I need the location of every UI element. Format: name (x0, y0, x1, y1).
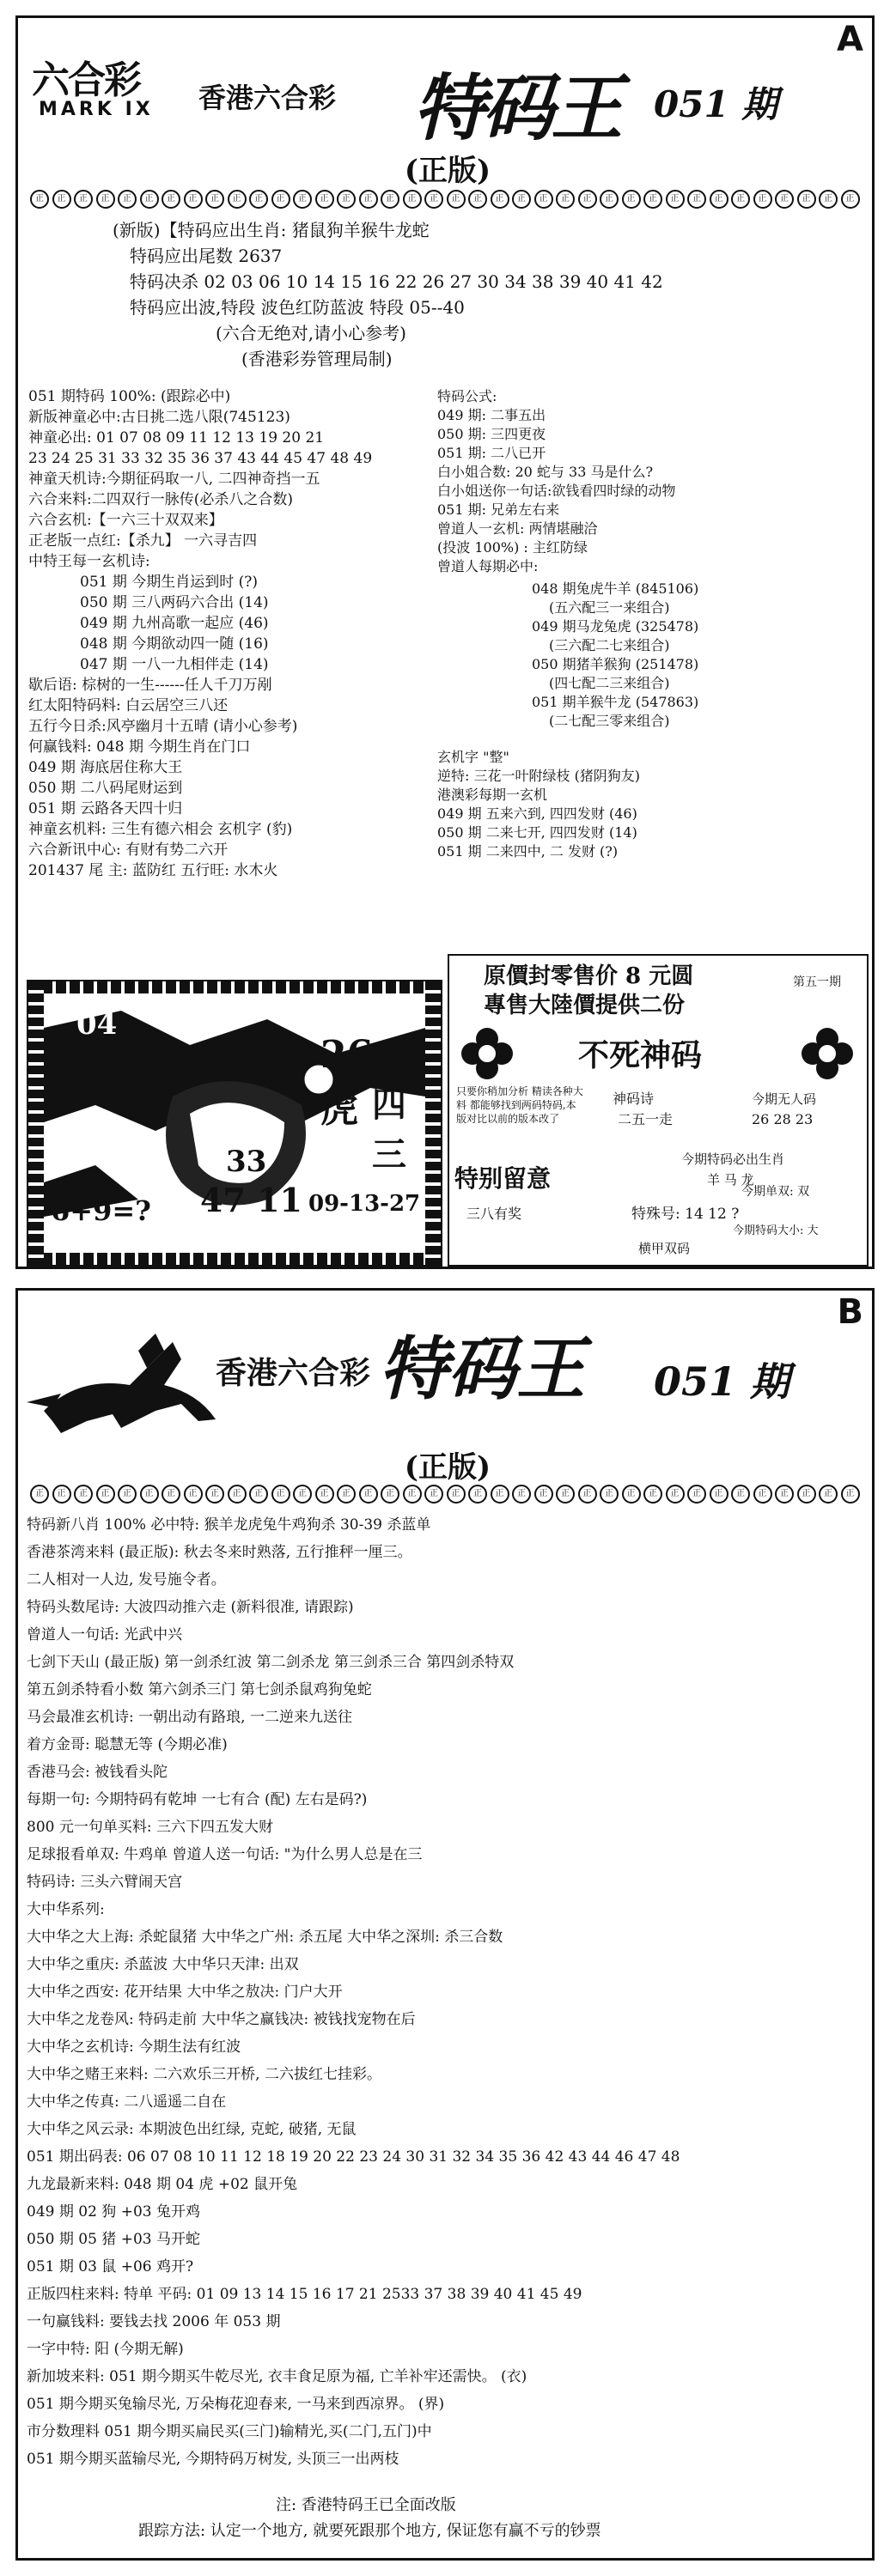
right-line: 051 期: 兄弟左右来 (437, 501, 560, 518)
photo-num-26: 26 (320, 1033, 374, 1077)
stamp-icon: 正 (731, 190, 750, 209)
stamp-icon: 正 (710, 1485, 728, 1504)
stamp-icon: 正 (622, 190, 641, 209)
stamp-icon: 正 (293, 1485, 312, 1504)
stamp-icon: 正 (249, 190, 268, 209)
stamp-icon: 正 (424, 1485, 443, 1504)
ad-special: 專售大陸價提供二份 (484, 993, 686, 1018)
stamp-icon: 正 (534, 190, 553, 209)
body-line: 一句赢钱料: 要钱去找 2006 年 053 期 (27, 2313, 281, 2330)
body-line: 特码头数尾诗: 大波四动推六走 (新料很准, 请跟踪) (27, 1599, 354, 1616)
header-hk: 香港六合彩 (216, 1355, 371, 1391)
stamp-icon: 正 (359, 190, 378, 209)
ad-no-one-nums: 26 28 23 (752, 1111, 814, 1127)
left-poem-line: 050 期 三八两码六合出 (14) (80, 594, 269, 611)
stamp-icon: 正 (337, 190, 356, 209)
body-line: 大中华系列: (27, 1901, 105, 1918)
stamp-icon: 正 (162, 190, 180, 209)
left-line: 歇后语: 棕树的一生------任人千刀万剐 (28, 677, 272, 694)
stamp-icon: 正 (205, 190, 224, 209)
photo-panel (27, 980, 442, 1267)
stamp-icon: 正 (797, 1485, 816, 1504)
ad-big-small: 今期特码大小: 大 (733, 1224, 819, 1237)
left-line: 中特王每一玄机诗: (28, 553, 150, 570)
ad-pre: 横甲双码 (638, 1241, 691, 1256)
note-tracking: 跟踪方法: 认定一个地方, 就要死跟那个地方, 保证您有赢不亏的钞票 (138, 2522, 601, 2540)
stamp-icon: 正 (447, 190, 466, 209)
flower-icon (802, 1028, 853, 1079)
right-line: 白小姐合数: 20 蛇与 33 马是什么? (437, 464, 654, 480)
right-line: 港澳彩每期一玄机 (437, 787, 548, 803)
body-line: 马会最准玄机诗: 一朝出动有路琅, 一二逆来九送往 (27, 1709, 352, 1726)
photo-equation: 6+9=? (51, 1194, 151, 1227)
stamp-icon: 正 (731, 1485, 750, 1504)
stamp-icon: 正 (424, 190, 443, 209)
body-line: 大中华之西安: 花开结果 大中华之敖决: 门户大开 (27, 1984, 343, 2001)
left-line: 神童玄机料: 三生有德六相会 玄机字 (豹) (28, 821, 293, 838)
ad-poem-title: 神码诗 (613, 1091, 655, 1107)
body-line: 大中华之赌王来料: 二六欢乐三开桥, 二六拔红七挂彩。 (27, 2066, 381, 2083)
stamp-icon: 正 (643, 1485, 662, 1504)
body-line: 香港茶湾来料 (最正版): 秋去冬来时熟落, 五行推秤一厘三。 (27, 1544, 412, 1561)
header-hk: 香港六合彩 (198, 82, 337, 114)
stamp-icon: 正 (205, 1485, 224, 1504)
lottery-logo: 六合彩 (32, 58, 140, 102)
stamp-ribbon (30, 190, 860, 209)
left-poem-line: 049 期 九州高歌一起应 (46) (80, 615, 269, 632)
body-line: 曾道人一句话: 光武中兴 (27, 1626, 183, 1643)
photo-num-4711: 47 11 (200, 1181, 302, 1219)
right-poem-line: (五六配三一来组合) (549, 599, 670, 616)
stamp-icon: 正 (556, 1485, 575, 1504)
stamp-icon: 正 (687, 190, 706, 209)
left-line: 201437 尾 主: 蓝防红 五行旺: 水木火 (28, 862, 278, 879)
body-line: 每期一句: 今期特码有乾坤 一七有合 (配) 左右是码?) (27, 1791, 368, 1808)
sheet-b-letter: B (837, 1292, 863, 1332)
stamp-icon: 正 (556, 190, 575, 209)
left-line: 六合新讯中心: 有财有势二六开 (28, 841, 229, 859)
body-line: 051 期今期买蓝输尽光, 今期特码万树发, 头顶三一出两枝 (27, 2451, 399, 2468)
body-line: 正版四柱来料: 特单 平码: 01 09 13 14 15 16 17 21 2533 37 38 39 40 41 45 49 (27, 2286, 582, 2303)
stamp-icon: 正 (491, 190, 509, 209)
stamp-icon: 正 (819, 1485, 838, 1504)
photo-tiger-char: 虎 (320, 1087, 358, 1131)
left-line: 051 期特码 100%: (跟踪必中) (28, 388, 231, 405)
stamp-icon: 正 (753, 1485, 772, 1504)
ad-odd-even: 今期单双: 双 (741, 1185, 810, 1199)
stamp-icon: 正 (710, 190, 728, 209)
ad-special-number: 特殊号: 14 12 ? (631, 1206, 740, 1223)
body-line: 051 期今期买兔输尽光, 万朵梅花迎春来, 一马来到西凉界。 (界) (27, 2396, 445, 2413)
right-line: 050 期 二来七开, 四四发财 (14) (437, 824, 637, 841)
left-line: 新版神童必中:古日挑二选八限(745123) (28, 409, 290, 426)
stamp-icon: 正 (30, 190, 49, 209)
stamp-icon: 正 (337, 1485, 356, 1504)
stamp-icon: 正 (775, 190, 794, 209)
stamp-icon: 正 (600, 190, 619, 209)
right-line: 逆特: 三花一叶附绿枝 (猪阴狗友) (437, 768, 641, 784)
body-line: 大中华之玄机诗: 今期生法有红波 (27, 2038, 241, 2056)
lottery-logo-sub: MARK IX (39, 99, 154, 120)
ad-issue-mark: 第五一期 (793, 975, 841, 989)
body-line: 九龙最新来料: 048 期 04 虎 +02 鼠开兔 (27, 2176, 298, 2193)
body-line: 新加坡来料: 051 期今期买牛乾尽光, 衣丰食足原为福, 亡羊补牢还需快。 (衣) (27, 2368, 527, 2385)
stamp-icon: 正 (468, 190, 487, 209)
sheet-a (15, 15, 875, 1269)
photo-num-33: 33 (226, 1145, 267, 1179)
right-line: 特码公式: (437, 388, 497, 404)
intro-line: 特码应出尾数 2637 (130, 246, 283, 266)
stamp-icon: 正 (512, 1485, 531, 1504)
stamp-icon: 正 (228, 1485, 247, 1504)
stamp-icon: 正 (96, 190, 115, 209)
body-line: 大中华之传真: 二八遥遥二自在 (27, 2093, 227, 2111)
intro-line: (六合无绝对,请小心参考) (216, 323, 406, 343)
left-poem-line: 048 期 今期欲动四一随 (16) (80, 635, 269, 653)
left-line: 六合来料:二四双行一脉传(必杀八之合数) (28, 491, 293, 508)
body-line: 特码诗: 三头六臂闹天宫 (27, 1874, 183, 1891)
right-poem-line: 050 期猪羊猴狗 (251478) (532, 656, 699, 672)
stamp-icon: 正 (403, 190, 422, 209)
stamp-icon: 正 (140, 190, 159, 209)
stamp-icon: 正 (447, 1485, 466, 1504)
stamp-icon: 正 (403, 1485, 422, 1504)
ad-special-note2: 三八有奖 (466, 1206, 522, 1222)
header-title: 特码王 (413, 65, 620, 150)
body-line: 051 期出码表: 06 07 08 10 11 12 18 19 20 22 23 24 30 31 32 34 35 36 42 43 44 46 47 48 (27, 2148, 680, 2166)
right-line: 049 期: 二事五出 (437, 407, 546, 423)
stamp-icon: 正 (381, 190, 399, 209)
right-poem-line: (四七配二三来组合) (549, 675, 670, 691)
right-poem-line: 049 期马龙兔虎 (325478) (532, 618, 699, 635)
ad-special-note: 特别留意 (454, 1164, 552, 1193)
right-poem-line: 051 期羊猴牛龙 (547863) (532, 694, 699, 710)
ad-desc: 只要你稍加分析 精读各种大料 都能够找到两码特码,本版对比以前的版本改了 (456, 1085, 583, 1125)
right-line: 白小姐送你一句话:欲钱看四时绿的动物 (437, 483, 676, 499)
left-line: 051 期 云路各天四十归 (28, 800, 183, 817)
ad-title: 不死神码 (578, 1037, 703, 1073)
body-line: 大中华之风云录: 本期波色出红绿, 克蛇, 破猪, 无鼠 (27, 2121, 357, 2138)
body-line: 二人相对一人边, 发号施令者。 (27, 1571, 226, 1589)
stamp-icon: 正 (819, 190, 838, 209)
left-line: 神童天机诗:今期征码取一八, 二四神奇挡一五 (28, 471, 320, 488)
stamp-icon: 正 (687, 1485, 706, 1504)
ad-poem-text: 二五一走 (618, 1111, 674, 1127)
stamp-icon: 正 (315, 190, 334, 209)
stamp-icon: 正 (30, 1485, 49, 1504)
left-line: 正老版一点红:【杀九】 一六寻吉四 (28, 532, 258, 550)
body-line: 七剑下天山 (最正版) 第一剑杀红波 第二剑杀龙 第三剑杀三合 第四剑杀特双 (27, 1654, 515, 1671)
stamp-icon: 正 (118, 1485, 137, 1504)
right-line: 玄机字 "整" (437, 749, 509, 765)
body-line: 050 期 05 猪 +03 马开蛇 (27, 2231, 200, 2248)
stamp-icon: 正 (162, 1485, 180, 1504)
left-line: 何赢钱料: 048 期 今期生肖在门口 (28, 738, 251, 756)
stamp-icon: 正 (184, 190, 203, 209)
stamp-icon: 正 (753, 190, 772, 209)
left-line: 六合玄机:【一六三十双双来】 (28, 512, 223, 529)
ad-mid: 今期特码必出生肖 (681, 1151, 785, 1167)
body-line: 800 元一句单买料: 三六下四五发大财 (27, 1819, 273, 1836)
photo-num-date: 09-13-27 (308, 1191, 421, 1217)
stamp-icon: 正 (74, 190, 93, 209)
left-line: 050 期 二八码尾财运到 (28, 780, 183, 797)
right-line: (投波 100%) : 主红防绿 (437, 539, 588, 556)
stamp-icon: 正 (578, 1485, 597, 1504)
stamp-icon: 正 (512, 190, 531, 209)
photo-four-char: 四 (372, 1084, 406, 1125)
stamp-icon: 正 (666, 1485, 685, 1504)
stamp-icon: 正 (228, 190, 247, 209)
sheet-a-header (27, 42, 851, 150)
right-line: 051 期: 二八已开 (437, 445, 546, 461)
body-line: 051 期 03 鼠 +06 鸡开? (27, 2258, 194, 2275)
intro-line: 特码应出波,特段 波色红防蓝波 特段 05--40 (130, 297, 465, 318)
edition-label: (正版) (404, 1450, 491, 1485)
stamp-icon: 正 (534, 1485, 553, 1504)
header-issue: 051 期 (654, 1358, 790, 1405)
body-line: 大中华之重庆: 杀蓝波 大中华只天津: 出双 (27, 1956, 299, 1973)
intro-line: (新版)【特码应出生肖: 猪鼠狗羊猴牛龙蛇 (113, 220, 430, 240)
stamp-icon: 正 (249, 1485, 268, 1504)
stamp-icon: 正 (775, 1485, 794, 1504)
stamp-icon: 正 (622, 1485, 641, 1504)
body-line: 着方金哥: 聪慧无等 (今期必准) (27, 1736, 228, 1753)
right-line: 曾道人一玄机: 两情堪融洽 (437, 520, 598, 537)
stamp-ribbon (30, 1485, 860, 1504)
stamp-icon: 正 (293, 190, 312, 209)
stamp-icon: 正 (271, 190, 290, 209)
right-line: 050 期: 三四更夜 (437, 426, 546, 442)
body-line: 049 期 02 狗 +03 兔开鸡 (27, 2203, 200, 2221)
body-line: 第五剑杀特看小数 第六剑杀三门 第七剑杀鼠鸡狗兔蛇 (27, 1681, 372, 1698)
stamp-icon: 正 (666, 190, 685, 209)
photo-num-04: 04 (76, 1007, 118, 1042)
body-line: 大中华之龙卷风: 特码走前 大中华之赢钱决: 被钱找宠物在后 (27, 2011, 416, 2028)
ad-mid2: 羊 马 龙 (707, 1172, 754, 1188)
stamp-icon: 正 (52, 190, 71, 209)
stamp-icon: 正 (118, 190, 137, 209)
sheet-b (15, 1288, 875, 2561)
stamp-icon: 正 (74, 1485, 93, 1504)
right-line: 051 期 二来四中, 二 发财 (?) (437, 843, 619, 860)
stamp-icon: 正 (841, 1485, 860, 1504)
right-line: 曾道人每期必中: (437, 558, 539, 574)
stamp-icon: 正 (315, 1485, 334, 1504)
stamp-icon: 正 (96, 1485, 115, 1504)
stamp-icon: 正 (140, 1485, 159, 1504)
left-line: 神童必出: 01 07 08 09 11 12 13 19 20 21 (28, 429, 325, 447)
ad-price: 原價封零售价 8 元圆 (484, 963, 694, 989)
stamp-icon: 正 (643, 190, 662, 209)
stamp-icon: 正 (600, 1485, 619, 1504)
edition-label: (正版) (404, 154, 491, 188)
sheet-a-letter: A (837, 20, 863, 59)
stamp-icon: 正 (271, 1485, 290, 1504)
ad-no-one-label: 今期无人码 (752, 1091, 817, 1107)
header-issue: 051 期 (654, 83, 778, 125)
stamp-icon: 正 (491, 1485, 509, 1504)
horse-rider-icon (27, 1325, 233, 1437)
intro-line: 特码决杀 02 03 06 10 14 15 16 22 26 27 30 34 38 39 40 41 42 (130, 271, 663, 292)
left-line: 049 期 海底居住称大王 (28, 759, 183, 776)
stamp-icon: 正 (841, 190, 860, 209)
right-poem-line: (三六配二七来组合) (549, 637, 670, 653)
left-poem-line: 047 期 一八一九相伴走 (14) (80, 656, 269, 673)
stamp-icon: 正 (578, 190, 597, 209)
body-line: 特码新八肖 100% 必中特: 猴羊龙虎兔牛鸡狗杀 30-39 杀蓝单 (27, 1516, 431, 1534)
stamp-icon: 正 (468, 1485, 487, 1504)
stamp-icon: 正 (184, 1485, 203, 1504)
right-line: 049 期 五来六到, 四四发财 (46) (437, 805, 637, 822)
body-line: 足球报看单双: 牛鸡单 曾道人送一句话: "为什么男人总是在三 (27, 1846, 423, 1863)
ad-panel (448, 954, 869, 1267)
intro-line: (香港彩券管理局制) (241, 349, 393, 369)
left-poem-line: 051 期 今期生肖运到时 (?) (80, 574, 259, 591)
stamp-icon: 正 (797, 190, 816, 209)
flower-icon (461, 1028, 513, 1079)
left-line: 红太阳特码料: 白云居空三八还 (28, 697, 229, 714)
left-line: 五行今日杀:风亭幽月十五晴 (请小心参考) (28, 718, 298, 735)
body-line: 大中华之大上海: 杀蛇鼠猪 大中华之广州: 杀五尾 大中华之深圳: 杀三合数 (27, 1929, 503, 1946)
body-line: 市分数理料 051 期今期买扁民买(三门)输精光,买(二门,五门)中 (27, 2423, 432, 2440)
body-line: 一字中特: 阳 (今期无解) (27, 2341, 184, 2358)
header-title: 特码王 (379, 1328, 585, 1409)
stamp-icon: 正 (381, 1485, 399, 1504)
stamp-icon: 正 (52, 1485, 71, 1504)
left-line: 23 24 25 31 33 32 35 36 37 43 44 45 47 48 49 (28, 450, 373, 467)
right-poem-line: (二七配三零来组合) (549, 713, 670, 729)
right-poem-line: 048 期兔虎牛羊 (845106) (532, 580, 699, 597)
body-line: 香港马会: 被钱看头陀 (27, 1764, 168, 1781)
stamp-icon: 正 (359, 1485, 378, 1504)
note-redesign: 注: 香港特码王已全面改版 (276, 2496, 456, 2514)
photo-three-char: 三 (372, 1134, 406, 1175)
